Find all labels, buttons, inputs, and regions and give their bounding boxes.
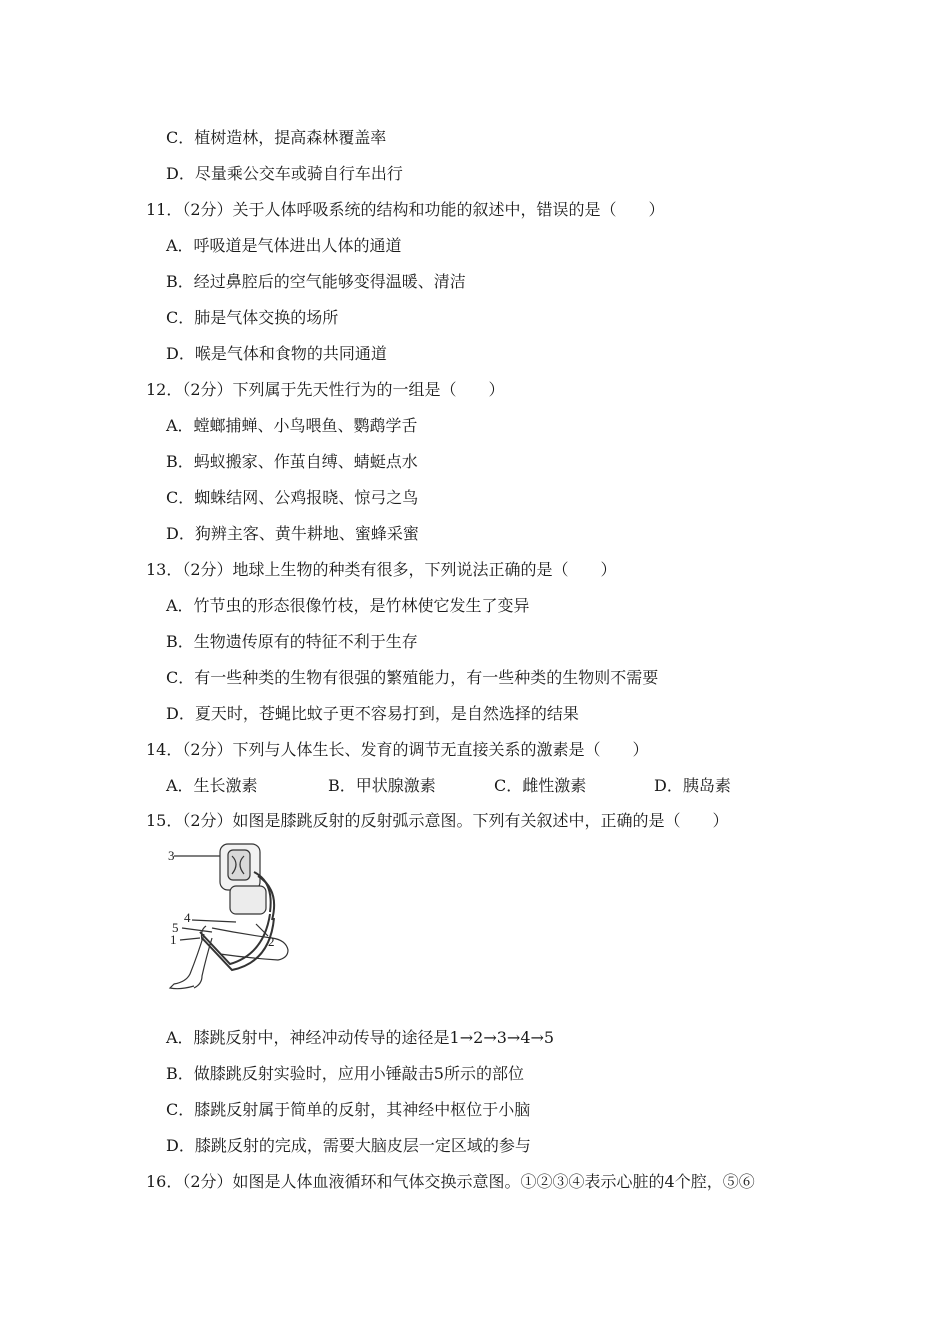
q16-stem: 16．（2分）如图是人体血液循环和气体交换示意图。①②③④表示心脏的4个腔，⑤⑥ bbox=[146, 1172, 755, 1191]
q12-option-a: A．螳螂捕蝉、小鸟喂鱼、鹦鹉学舌 bbox=[166, 416, 418, 435]
q13-option-d: D．夏天时，苍蝇比蚊子更不容易打到，是自然选择的结果 bbox=[166, 704, 579, 723]
q14-option-a: A．生长激素 bbox=[166, 776, 258, 795]
q15-option-c: C．膝跳反射属于简单的反射，其神经中枢位于小脑 bbox=[166, 1100, 531, 1119]
spinal-cord-drawing bbox=[220, 844, 274, 920]
q12-option-b: B．蚂蚁搬家、作茧自缚、蜻蜓点水 bbox=[166, 452, 418, 471]
q11-stem: 11．（2分）关于人体呼吸系统的结构和功能的叙述中，错误的是（ ） bbox=[146, 200, 665, 219]
q15-option-a: A．膝跳反射中，神经冲动传导的途径是1→2→3→4→5 bbox=[166, 1028, 555, 1047]
q14-option-c: C．雌性激素 bbox=[494, 776, 587, 795]
q11-option-c: C．肺是气体交换的场所 bbox=[166, 308, 339, 327]
q14-options-row bbox=[0, 776, 950, 796]
q10-option-c: C．植树造林，提高森林覆盖率 bbox=[166, 128, 387, 147]
q11-option-b: B．经过鼻腔后的空气能够变得温暖、清洁 bbox=[166, 272, 466, 291]
q14-stem: 14．（2分）下列与人体生长、发育的调节无直接关系的激素是（ ） bbox=[146, 740, 649, 759]
q13-option-c: C．有一些种类的生物有很强的繁殖能力，有一些种类的生物则不需要 bbox=[166, 668, 659, 687]
q15-stem: 15．（2分）如图是膝跳反射的反射弧示意图。下列有关叙述中，正确的是（ ） bbox=[146, 811, 729, 830]
q13-option-a: A．竹节虫的形态很像竹枝，是竹林使它发生了变异 bbox=[166, 596, 530, 615]
q11-option-a: A．呼吸道是气体进出人体的通道 bbox=[166, 236, 402, 255]
q10-option-d: D．尽量乘公交车或骑自行车出行 bbox=[166, 164, 403, 183]
q15-option-b: B．做膝跳反射实验时，应用小锤敲击5所示的部位 bbox=[166, 1064, 524, 1083]
q13-stem: 13．（2分）地球上生物的种类有很多，下列说法正确的是（ ） bbox=[146, 560, 617, 579]
q11-option-d: D．喉是气体和食物的共同通道 bbox=[166, 344, 387, 363]
q13-option-b: B．生物遗传原有的特征不利于生存 bbox=[166, 632, 418, 651]
q15-option-d: D．膝跳反射的完成，需要大脑皮层一定区域的参与 bbox=[166, 1136, 531, 1155]
q14-option-d: D．胰岛素 bbox=[654, 776, 731, 795]
figure-label-1: 1 bbox=[170, 932, 177, 947]
q14-option-b: B．甲状腺激素 bbox=[328, 776, 436, 795]
q12-option-c: C．蜘蛛结网、公鸡报晓、惊弓之鸟 bbox=[166, 488, 419, 507]
q12-stem: 12．（2分）下列属于先天性行为的一组是（ ） bbox=[146, 380, 505, 399]
q12-option-d: D．狗辨主客、黄牛耕地、蜜蜂采蜜 bbox=[166, 524, 419, 543]
figure-label-2: 2 bbox=[268, 934, 275, 949]
figure-label-3: 3 bbox=[168, 848, 175, 863]
figure-label-4: 4 bbox=[184, 910, 191, 925]
figure-label-5: 5 bbox=[172, 920, 179, 935]
knee-jerk-reflex-arc-figure bbox=[168, 842, 298, 994]
